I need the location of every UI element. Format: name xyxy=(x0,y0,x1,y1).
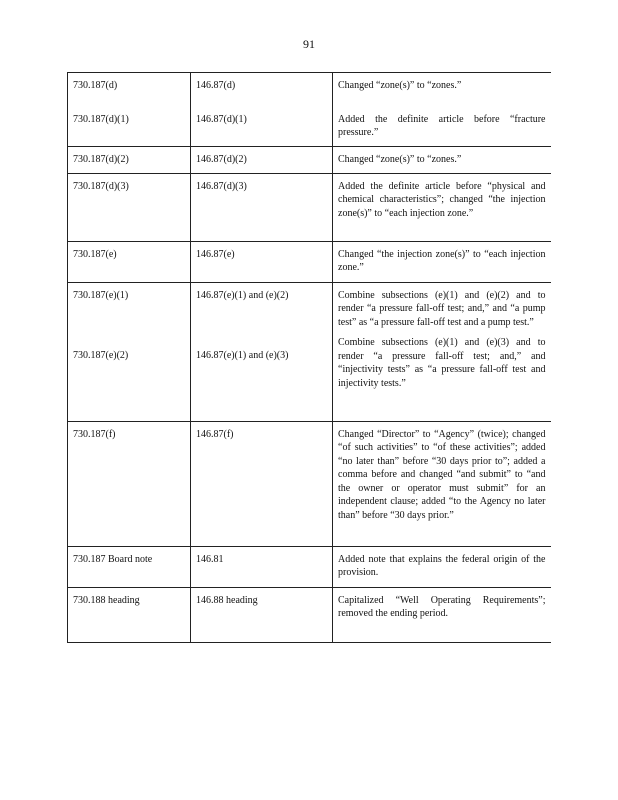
illinois-section: 730.187(f) xyxy=(73,428,116,440)
illinois-section: 730.187(d)(2) xyxy=(73,153,129,165)
illinois-section-cell xyxy=(68,421,191,546)
illinois-section-cell xyxy=(68,73,191,147)
revision-note-cell xyxy=(333,546,551,587)
federal-section-cell xyxy=(191,587,333,642)
revision-note: Added the definite article before “fracture pressure.” xyxy=(338,113,546,138)
illinois-section: 730.187(e)(1) xyxy=(73,289,129,301)
federal-section-cell xyxy=(191,421,333,546)
table-row xyxy=(68,587,551,642)
illinois-section: 730.187(d)(3) xyxy=(73,180,129,192)
federal-section-cell xyxy=(191,282,333,421)
revision-note: Changed “zone(s)” to “zones.” xyxy=(338,153,462,165)
federal-section: 146.87(d) xyxy=(196,80,236,91)
illinois-section-cell xyxy=(68,282,191,421)
table-row xyxy=(68,282,551,421)
federal-section: 146.87(d)(1) xyxy=(196,113,247,125)
revision-note-cell xyxy=(333,421,551,546)
revision-note-cell xyxy=(333,146,551,173)
illinois-section: 730.187(d)(1) xyxy=(73,113,129,125)
revision-note-cell xyxy=(333,73,551,147)
revision-note-cell xyxy=(333,241,551,282)
revision-note: Combine subsections (e)(1) and (e)(3) and to render “a pressure fall-off test; and,” and “injectivity tests” as “a pressure fall-off test and injectivity tests.” xyxy=(338,337,546,389)
page-number: 91 xyxy=(303,37,315,51)
illinois-section: 730.187(d) xyxy=(73,80,118,91)
revision-note: Changed “the injection zone(s)” to “each injection zone.” xyxy=(338,248,546,273)
table-row xyxy=(68,546,551,587)
federal-section: 146.81 xyxy=(196,553,224,565)
revision-note: Capitalized “Well Operating Requirements”; removed the ending period. xyxy=(338,594,546,619)
federal-section-cell xyxy=(191,546,333,587)
illinois-section: 730.187(e) xyxy=(73,248,117,260)
table-row xyxy=(68,146,551,173)
revision-note: Added the definite article before “physical and chemical characteristics”; changed “the injection zone(s)” to “each injection zone.” xyxy=(338,180,546,219)
table-row xyxy=(68,421,551,546)
revision-note: Added note that explains the federal origin of the provision. xyxy=(338,553,546,578)
table-row xyxy=(68,73,551,147)
federal-section: 146.87(f) xyxy=(196,428,234,440)
illinois-section: 730.187 Board note xyxy=(73,553,153,565)
federal-section-cell xyxy=(191,73,333,147)
revision-note-cell xyxy=(333,587,551,642)
illinois-section: 730.188 heading xyxy=(73,594,140,606)
illinois-section-cell xyxy=(68,241,191,282)
federal-section: 146.87(e)(1) and (e)(2) xyxy=(196,289,289,301)
revision-note: Combine subsections (e)(1) and (e)(2) and to render “a pressure fall-off test; and,” and “a pump test” as “a pressure fall-off test and a pump test.” xyxy=(338,289,546,328)
illinois-section-cell xyxy=(68,546,191,587)
federal-section-cell xyxy=(191,173,333,241)
derivation-table xyxy=(67,72,551,643)
federal-section: 146.87(d)(3) xyxy=(196,180,247,192)
illinois-section-cell xyxy=(68,173,191,241)
revision-note: Changed “Director” to “Agency” (twice); changed “of such activities” to “of these activities”; added “no later than” before “30 days prior to”; added a comma before and changed “and submit” to “and the owner or operator must submit” for an independent clause; added “to the Agency no later than” before “30 days prior.” xyxy=(338,428,546,521)
federal-section-cell xyxy=(191,146,333,173)
revision-note-cell xyxy=(333,173,551,241)
illinois-section-cell xyxy=(68,146,191,173)
revision-note: Changed “zone(s)” to “zones.” xyxy=(338,80,462,91)
federal-section-cell xyxy=(191,241,333,282)
table-row xyxy=(68,173,551,241)
illinois-section-cell xyxy=(68,587,191,642)
federal-section: 146.88 heading xyxy=(196,594,258,606)
federal-section: 146.87(e) xyxy=(196,248,235,260)
federal-section: 146.87(e)(1) and (e)(3) xyxy=(196,350,289,361)
table-row xyxy=(68,241,551,282)
revision-note-cell xyxy=(333,282,551,421)
federal-section: 146.87(d)(2) xyxy=(196,153,247,165)
illinois-section: 730.187(e)(2) xyxy=(73,350,129,361)
